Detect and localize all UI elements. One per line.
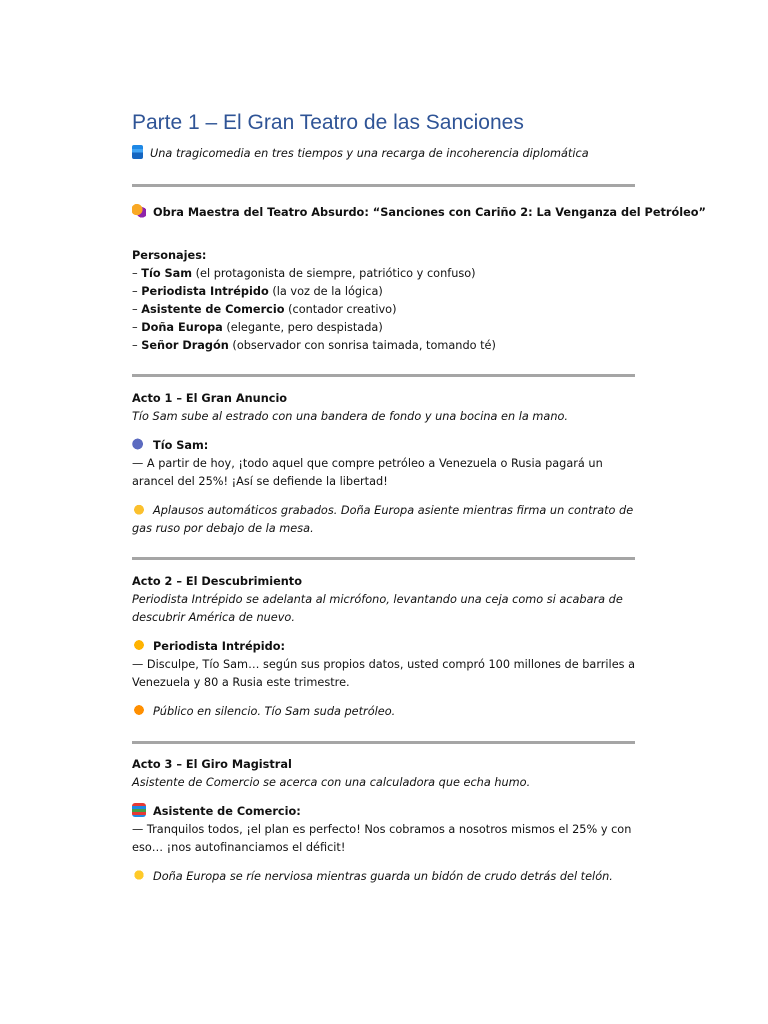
dialogue-line: — Tranquilos todos, ¡el plan es perfecto! Nos cobramos a nosotros mismos el 25% y con eso… ¡nos autofinanciamos el déficit! [132,823,632,854]
divider [132,557,635,560]
laughing-face-icon [132,868,146,882]
divider [132,184,635,187]
act-title: Acto 3 – El Giro Magistral [132,758,292,771]
performing-arts-icon [132,204,146,218]
flushed-face-icon [132,703,146,717]
speaking-head-icon [132,437,146,451]
divider [132,741,635,744]
dialogue-line: — A partir de hoy, ¡todo aquel que compre petróleo a Venezuela o Rusia pagará un arancel del 25%! ¡Así se defiende la libertad! [132,457,603,488]
character-desc: (contador creativo) [284,303,397,316]
stage-note [132,502,637,538]
character-item [132,319,637,337]
subtitle-text: Una tragicomedia en tres tiempos y una recarga de incoherencia diplomática [150,147,589,160]
divider [132,374,635,377]
speaker [132,803,637,821]
shocked-face-icon [132,638,146,652]
character-name: Tío Sam [141,267,193,280]
dialogue-line: — Disculpe, Tío Sam… según sus propios datos, usted compró 100 millones de barriles a Venezuela y 80 a Rusia este trimestre. [132,658,636,689]
act-section [132,390,637,538]
character-name: Periodista Intrépido [141,285,269,298]
character-name: Asistente de Comercio [141,303,285,316]
act-title: Acto 2 – El Descubrimiento [132,575,302,588]
page-title: Parte 1 – El Gran Teatro de las Sanciones [132,111,524,134]
stage-note-text: Público en silencio. Tío Sam suda petróleo. [153,705,396,718]
character-name: Doña Europa [141,321,223,334]
speaker [132,638,637,656]
speaker-name: Tío Sam: [153,439,209,452]
work-heading [132,204,706,222]
stage-direction: Asistente de Comercio se acerca con una calculadora que echa humo. [132,776,531,789]
speaker-name: Asistente de Comercio: [153,805,301,818]
speaker-name: Periodista Intrépido: [153,640,285,653]
character-item [132,301,637,319]
character-name: Señor Dragón [141,339,229,352]
character-desc: (observador con sonrisa taimada, tomando té) [228,339,496,352]
dash: – [132,303,142,316]
stage-note [132,703,637,721]
character-desc: (el protagonista de siempre, patriótico y confuso) [192,267,476,280]
act-section [132,756,637,886]
character-item [132,337,637,355]
stage-note-text: Aplausos automáticos grabados. Doña Europa asiente mientras firma un contrato de gas ruso por debajo de la mesa. [132,504,634,535]
stage-note-text: Doña Europa se ríe nerviosa mientras guarda un bidón de crudo detrás del telón. [153,870,613,883]
dash: – [132,285,142,298]
dash: – [132,339,142,352]
speaker [132,437,637,455]
stage-direction: Tío Sam sube al estrado con una bandera de fondo y una bocina en la mano. [132,410,568,423]
subtitle [132,145,589,163]
abacus-icon [132,803,146,817]
book-icon [132,145,143,159]
act-section [132,573,637,721]
act-title: Acto 1 – El Gran Anuncio [132,392,288,405]
stage-note [132,868,637,886]
characters-section [132,247,637,355]
character-item [132,283,637,301]
dash: – [132,267,142,280]
work-title: Obra Maestra del Teatro Absurdo: “Sanciones con Cariño 2: La Venganza del Petróleo” [153,206,706,219]
clapping-hands-icon [132,502,146,516]
stage-direction: Periodista Intrépido se adelanta al micrófono, levantando una ceja como si acabara de descubrir América de nuevo. [132,593,623,624]
dash: – [132,321,142,334]
character-desc: (elegante, pero despistada) [222,321,383,334]
characters-heading: Personajes: [132,249,207,262]
character-desc: (la voz de la lógica) [268,285,383,298]
character-item [132,265,637,283]
